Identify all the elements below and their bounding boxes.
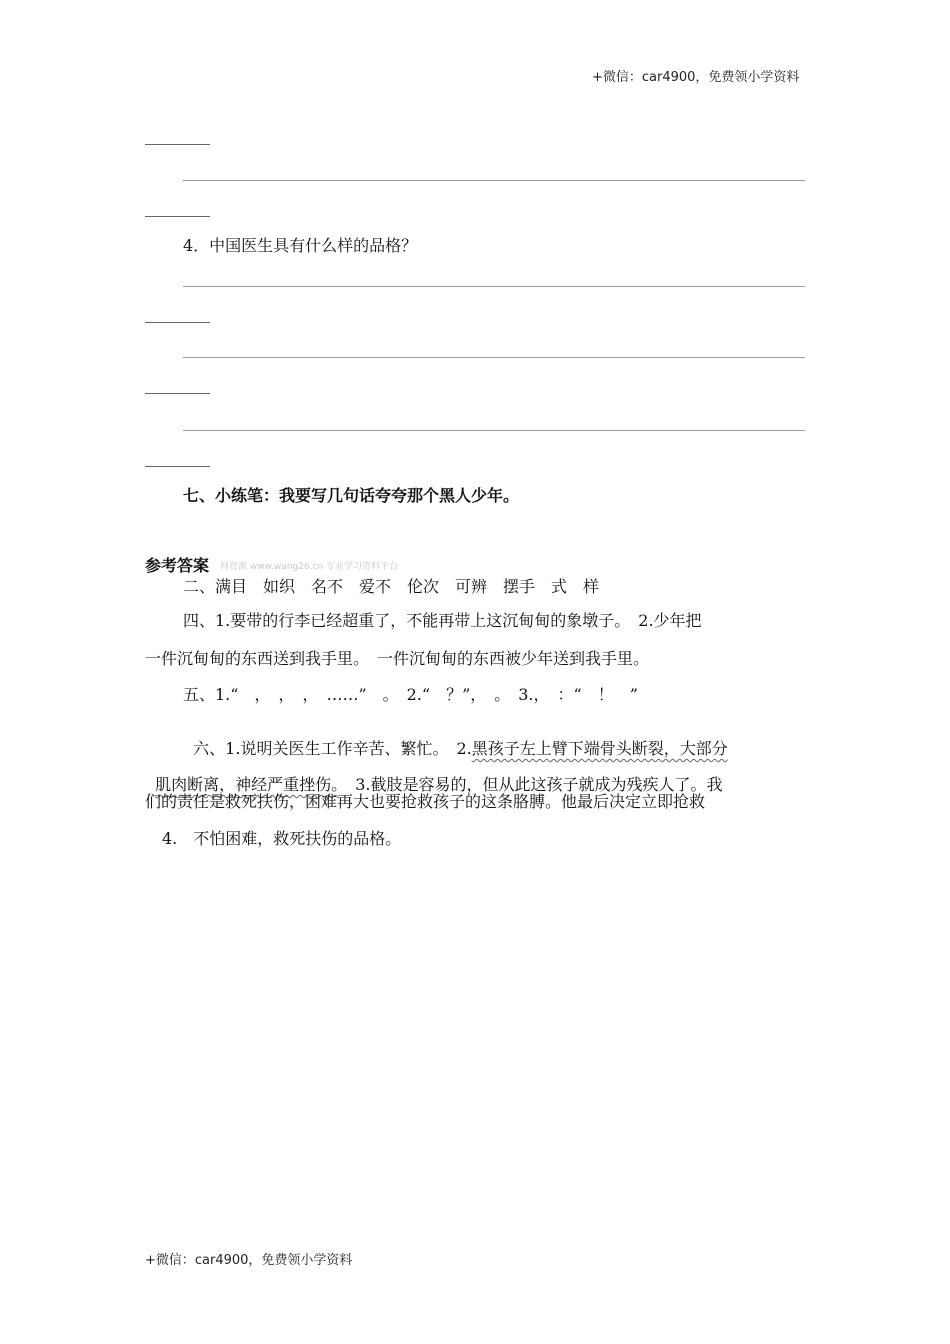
answer-liu-line4: 4. 不怕困难，救死扶伤的品格。 <box>162 829 402 848</box>
answer-line-short <box>145 466 210 467</box>
answer-liu-line2-part-b: 3.截肢是容易的，但从此这孩子就成为残疾人了。我 <box>339 775 723 794</box>
answer-line-short <box>145 216 210 217</box>
answer-line-short <box>145 144 210 145</box>
watermark: 网资源 www.wang26.cn 专业学习资料平台 <box>220 562 399 572</box>
answer-si-line1: 四、1.要带的行李已经超重了，不能再带上这沉甸甸的象墩子。 2.少年把 <box>183 611 702 630</box>
answer-line <box>183 286 805 287</box>
answer-liu-line1-part-b: 黑孩子左上臂下端骨头断裂，大部分 <box>471 739 728 758</box>
answer-line <box>183 430 805 431</box>
page-header: +微信：car4900，免费领小学资料 <box>592 70 800 85</box>
answer-er: 二、满目 如织 名不 爱不 伦次 可辨 摆手 式 样 <box>183 577 600 596</box>
section-7-title: 七、小练笔：我要写几句话夸夸那个黑人少年。 <box>183 486 520 505</box>
answer-line-short <box>145 393 210 394</box>
answers-title: 参考答案 <box>145 556 210 575</box>
answer-liu-line3: 们的责任是救死扶伤，困难再大也要抢救孩子的这条胳膊。他最后决定立即抢救 <box>145 792 706 811</box>
answer-si-line2: 一件沉甸甸的东西送到我手里。 一件沉甸甸的东西被少年送到我手里。 <box>145 649 650 668</box>
answer-liu-line2 <box>145 755 722 795</box>
question-4: 4．中国医生具有什么样的品格？ <box>183 236 418 255</box>
answer-line <box>183 357 805 358</box>
answer-line <box>183 180 805 181</box>
answer-liu-line2-part-a: 肌肉断离，神经严重挫伤。 <box>155 775 340 794</box>
answer-wu: 五、1.“ ， ， ， ……” 。 2.“ ？”， 。 3.， ：“ ！ ” <box>183 685 638 704</box>
answer-liu-line1 <box>183 719 728 759</box>
page-footer: +微信：car4900，免费领小学资料 <box>145 1253 353 1268</box>
answer-liu-line1-part-a: 六、1.说明关医生工作辛苦、繁忙。 2. <box>193 739 472 758</box>
answer-line-short <box>145 322 210 323</box>
